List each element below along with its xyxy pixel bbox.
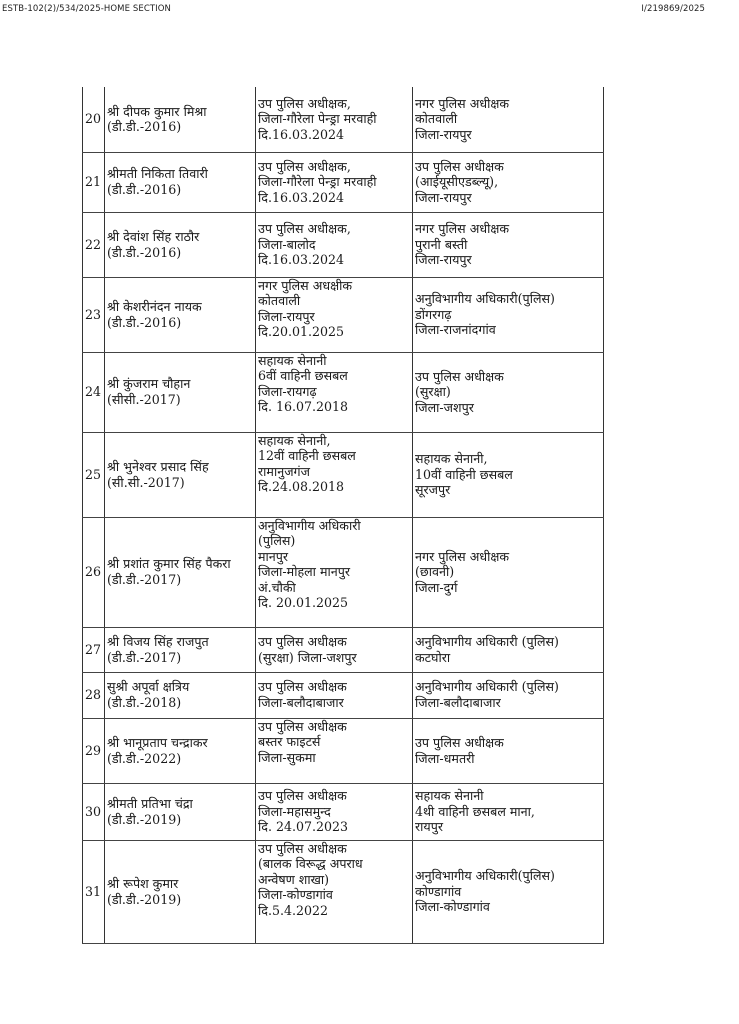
new-posting-line: जिला-राजनांदगांव: [415, 322, 496, 338]
current-posting-line: जिला-सुकमा: [258, 749, 316, 765]
new-posting-line: उप पुलिस अधीक्षक: [415, 734, 504, 750]
current-posting-line: दि.16.03.2024: [258, 127, 345, 143]
current-posting-line: जिला-गौरेला पेन्ड्रा मरवाही: [258, 174, 377, 190]
new-posting-line: जिला-कोण्डागांव: [415, 899, 490, 915]
current-posting: [256, 627, 413, 672]
table-row: [83, 277, 604, 352]
table-row: [83, 627, 604, 672]
transfer-table-body: [83, 87, 604, 943]
current-posting: [256, 87, 413, 152]
new-posting-line: 4थी वाहिनी छसबल माना,: [415, 803, 535, 819]
new-posting-line: जिला-जशपुर: [415, 399, 474, 415]
new-posting: [413, 212, 604, 277]
table-row: [83, 212, 604, 277]
serial-number: 21: [83, 152, 105, 212]
officer-name-line: (डी.डी.-2017): [107, 649, 182, 665]
new-posting: [413, 718, 604, 783]
current-posting-line: दि. 24.07.2023: [258, 819, 349, 835]
officer-name-line: (डी.डी.-2016): [107, 182, 182, 197]
serial-number: 25: [83, 432, 105, 517]
current-posting-line: 6वीं वाहिनी छसबल: [258, 368, 348, 384]
current-posting-line: दि.5.4.2022: [258, 902, 329, 918]
current-posting-line: कोतवाली: [258, 293, 301, 309]
current-posting-line: 12वीं वाहिनी छसबल: [258, 448, 356, 464]
current-posting-line: दि.16.03.2024: [258, 252, 345, 268]
new-posting-line: पुरानी बस्ती: [415, 236, 468, 252]
officer-name-line: (डी.डी.-2016): [107, 244, 182, 260]
current-posting-line: दि.20.01.2025: [258, 324, 345, 340]
current-posting-line: जिला-रायपुर: [258, 308, 315, 324]
current-posting: [256, 277, 413, 352]
current-posting-line: सहायक सेनानी,: [258, 432, 331, 448]
serial-number: 22: [83, 212, 105, 277]
serial-number: 26: [83, 517, 105, 627]
current-posting-line: उप पुलिस अधीक्षक,: [258, 221, 351, 237]
current-posting: [256, 783, 413, 840]
current-posting-line: मानपुर: [258, 548, 289, 564]
document-number: I/219869/2025: [641, 4, 705, 14]
serial-number: 24: [83, 352, 105, 432]
officer-name: [105, 517, 256, 627]
new-posting: [413, 627, 604, 672]
current-posting-line: जिला-बालोद: [258, 236, 316, 252]
current-posting-line: उप पुलिस अधीक्षक,: [258, 158, 351, 174]
officer-name: [105, 672, 256, 718]
officer-name-line: (डी.डी.-2022): [107, 750, 182, 766]
officer-name-line: श्री देवांश सिंह राठौर: [107, 228, 200, 244]
new-posting: [413, 840, 604, 943]
current-posting: [256, 432, 413, 517]
current-posting-line: दि.24.08.2018: [258, 479, 345, 495]
new-posting-line: जिला-रायपुर: [415, 252, 472, 268]
new-posting-line: (छावनी): [415, 564, 455, 580]
officer-name-line: श्री केशरीनंदन नायक: [107, 298, 202, 314]
new-posting-line: नगर पुलिस अधीक्षक: [415, 548, 510, 564]
officer-name-line: (डी.डी.-2019): [107, 891, 182, 907]
current-posting: [256, 718, 413, 783]
current-posting: [256, 352, 413, 432]
current-posting-line: जिला-गौरेला पेन्ड्रा मरवाही: [258, 111, 377, 127]
current-posting-line: (बालक विरूद्ध अपराध: [258, 856, 363, 872]
officer-name-line: श्री भानूप्रताप चन्द्राकर: [107, 734, 208, 750]
new-posting-line: जिला-रायपुर: [415, 189, 472, 205]
new-posting: [413, 432, 604, 517]
current-posting-line: जिला-बलौदाबाजार: [258, 695, 344, 710]
officer-name-line: श्री रूपेश कुमार: [107, 875, 179, 891]
current-posting-line: उप पुलिस अधीक्षक,: [258, 95, 351, 111]
new-posting-line: उप पुलिस अधीक्षक: [415, 368, 504, 384]
officer-name-line: श्री विजय सिंह राजपुत: [107, 633, 209, 649]
new-posting-line: जिला-दुर्ग: [415, 579, 458, 595]
current-posting-line: जिला-कोण्डागांव: [258, 887, 333, 903]
serial-number: 27: [83, 627, 105, 672]
current-posting-line: जिला-रायगढ़: [258, 383, 317, 399]
new-posting-line: रायपुर: [415, 819, 444, 835]
new-posting: [413, 352, 604, 432]
officer-name: [105, 783, 256, 840]
officer-name-line: श्री दीपक कुमार मिश्रा: [107, 103, 207, 119]
officer-name: [105, 840, 256, 943]
current-posting-line: रामानुजगंज: [258, 463, 310, 479]
current-posting-line: उप पुलिस अधीक्षक: [258, 718, 347, 734]
current-posting-line: दि.16.03.2024: [258, 189, 345, 205]
officer-name: [105, 627, 256, 672]
new-posting-line: डोंगरगढ़: [415, 306, 452, 322]
new-posting-line: कोतवाली: [415, 111, 458, 127]
current-posting-line: (पुलिस): [258, 533, 296, 549]
new-posting-line: जिला-रायपुर: [415, 127, 472, 143]
serial-number: 28: [83, 672, 105, 718]
new-posting-line: अनुविभागीय अधिकारी (पुलिस): [415, 633, 559, 649]
new-posting-line: कटघोरा: [415, 649, 451, 665]
new-posting-line: नगर पुलिस अधीक्षक: [415, 221, 510, 237]
current-posting: [256, 152, 413, 212]
file-reference: ESTB-102(2)/534/2025-HOME SECTION: [2, 4, 172, 14]
current-posting-line: उप पुलिस अधीक्षक: [258, 840, 347, 856]
officer-name: [105, 152, 256, 212]
table-row: [83, 152, 604, 212]
new-posting-line: (सुरक्षा): [415, 384, 451, 400]
table-row: [83, 87, 604, 152]
table-row: [83, 517, 604, 627]
officer-name: [105, 432, 256, 517]
officer-name-line: (डी.डी.-2016): [107, 314, 182, 330]
officer-name-line: (डी.डी.-2016): [107, 119, 182, 135]
new-posting-line: उप पुलिस अधीक्षक: [415, 158, 504, 174]
new-posting-line: अनुविभागीय अधिकारी(पुलिस): [415, 291, 555, 307]
new-posting: [413, 783, 604, 840]
officer-name-line: (डी.डी.-2017): [107, 572, 182, 587]
officer-name: [105, 212, 256, 277]
current-posting-line: नगर पुलिस अधक्षीक: [258, 277, 353, 293]
table-row: [83, 840, 604, 943]
new-posting-line: अनुविभागीय अधिकारी (पुलिस): [415, 679, 559, 695]
current-posting-line: दि. 16.07.2018: [258, 399, 349, 415]
new-posting: [413, 277, 604, 352]
current-posting-line: अन्वेषण शाखा): [258, 871, 330, 887]
new-posting-line: सूरजपुर: [415, 482, 451, 498]
serial-number: 30: [83, 783, 105, 840]
current-posting-line: उप पुलिस अधीक्षक: [258, 788, 347, 804]
officer-name-line: श्री कुंजराम चौहान: [107, 376, 191, 392]
new-posting: [413, 672, 604, 718]
table-row: [83, 783, 604, 840]
current-posting-line: अनुविभागीय अधिकारी: [258, 517, 361, 533]
serial-number: 31: [83, 840, 105, 943]
officer-name-line: श्रीमती प्रतिभा चंद्रा: [107, 795, 193, 811]
officer-name-line: श्रीमती निकिता तिवारी: [107, 166, 208, 182]
officer-name-line: सुश्री अपूर्वा क्षत्रिय: [107, 679, 190, 695]
new-posting-line: जिला-धमतरी: [415, 750, 475, 766]
current-posting-line: उप पुलिस अधीक्षक: [258, 679, 347, 695]
current-posting-line: (सुरक्षा) जिला-जशपुर: [258, 649, 357, 665]
new-posting-line: जिला-बलौदाबाजार: [415, 695, 501, 710]
new-posting-line: नगर पुलिस अधीक्षक: [415, 95, 510, 111]
current-posting-line: जिला-मोहला मानपुर: [258, 564, 351, 580]
officer-name: [105, 352, 256, 432]
table-row: [83, 718, 604, 783]
current-posting: [256, 212, 413, 277]
current-posting-line: दि. 20.01.2025: [258, 595, 349, 611]
current-posting-line: सहायक सेनानी: [258, 352, 327, 368]
current-posting-line: अं.चौकी: [258, 579, 296, 595]
new-posting-line: अनुविभागीय अधिकारी(पुलिस): [415, 868, 555, 884]
officer-name: [105, 718, 256, 783]
current-posting-line: जिला-महासमुन्द: [258, 803, 331, 819]
new-posting: [413, 517, 604, 627]
current-posting: [256, 840, 413, 943]
new-posting-line: 10वीं वाहिनी छसबल: [415, 466, 513, 482]
officer-name-line: (सीसी.-2017): [107, 392, 181, 407]
officer-name-line: (सी.सी.-2017): [107, 474, 185, 490]
table-row: [83, 352, 604, 432]
new-posting-line: सहायक सेनानी: [415, 788, 484, 804]
new-posting: [413, 87, 604, 152]
officer-name-line: (डी.डी.-2018): [107, 695, 182, 710]
serial-number: 29: [83, 718, 105, 783]
transfer-table: [82, 87, 604, 944]
current-posting-line: उप पुलिस अधीक्षक: [258, 633, 347, 649]
serial-number: 20: [83, 87, 105, 152]
officer-name: [105, 87, 256, 152]
current-posting-line: बस्तर फाइटर्स: [258, 734, 321, 750]
serial-number: 23: [83, 277, 105, 352]
new-posting-line: (आईयूसीएडब्ल्यू),: [415, 174, 499, 190]
current-posting: [256, 517, 413, 627]
officer-name-line: श्री प्रशांत कुमार सिंह पैकरा: [107, 556, 231, 572]
table-row: [83, 672, 604, 718]
table-row: [83, 432, 604, 517]
new-posting-line: सहायक सेनानी,: [415, 451, 488, 467]
officer-name: [105, 277, 256, 352]
officer-name-line: (डी.डी.-2019): [107, 811, 182, 827]
new-posting-line: कोण्डागांव: [415, 883, 462, 899]
new-posting: [413, 152, 604, 212]
current-posting: [256, 672, 413, 718]
officer-name-line: श्री भुनेश्वर प्रसाद सिंह: [107, 458, 209, 474]
